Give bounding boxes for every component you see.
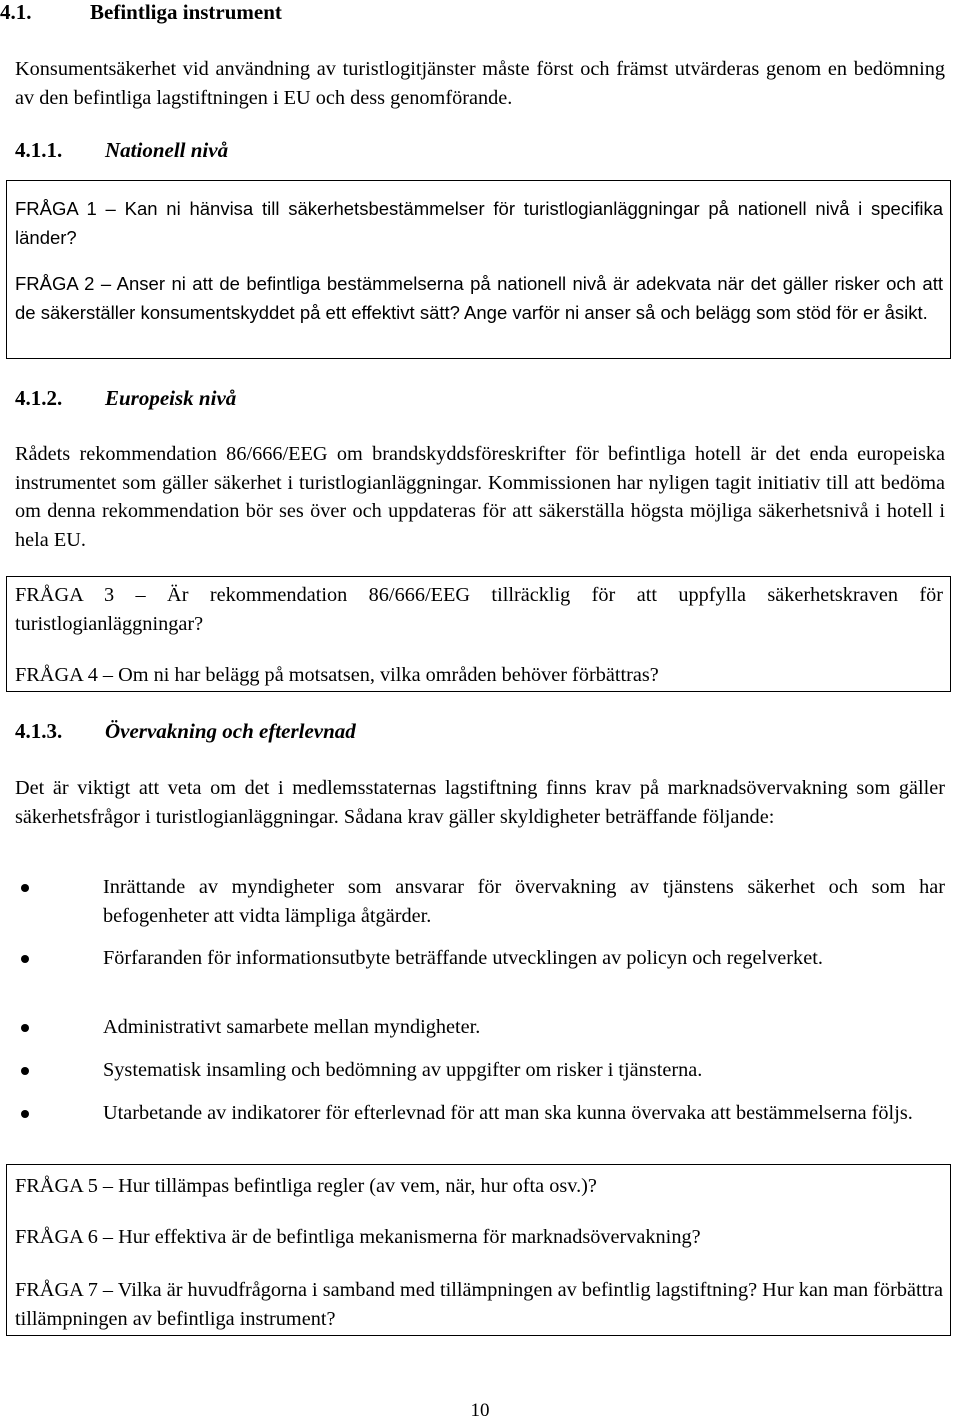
list-item-text: Administrativt samarbete mellan myndigheter. xyxy=(103,1016,481,1038)
monitoring-paragraph: Det är viktigt att veta om det i medlemsstaternas lagstiftning finns krav på marknadsövervakning som gäller säkerhetsfrågor i turistlogianläggningar. Sådana krav gäller skyldigheter beträffande följande: xyxy=(15,777,945,828)
question-2 xyxy=(15,270,943,327)
section-number: 4.1. xyxy=(0,0,32,24)
bullet-icon xyxy=(21,955,29,963)
list-item-text: Systematisk insamling och bedömning av uppgifter om risker i tjänsterna. xyxy=(103,1059,703,1081)
bullet-icon xyxy=(21,1110,29,1118)
intro-paragraph: Konsumentsäkerhet vid användning av turistlogitjänster måste först och främst utvärderas genom en bedömning av den befintliga lagstiftningen i EU och dess genomförande. xyxy=(15,58,945,109)
question-3: FRÅGA 3 – Är rekommendation 86/666/EEG tillräcklig för att uppfylla säkerhetskraven för turistlogianläggningar? xyxy=(15,584,943,635)
bullet-icon xyxy=(21,1067,29,1075)
list-item-text: Inrättande av myndigheter som ansvarar för övervakning av tjänstens säkerhet och som har befogenheter att vidta lämpliga åtgärder. xyxy=(103,876,945,927)
europe-paragraph: Rådets rekommendation 86/666/EEG om brandskyddsföreskrifter för befintliga hotell är det enda europeiska instrumentet som gäller säkerhet i turistlogianläggningar. Kommissionen har nyligen tagit initiativ till att bedöma om denna rekommendation bör ses över och uppdateras för att säkerställa högsta möjliga säkerhetsnivå i hotell i hela EU. xyxy=(15,443,945,551)
section-title: Nationell nivå xyxy=(105,138,229,162)
section-heading-4-1-3 xyxy=(15,717,356,745)
section-number: 4.1.2. xyxy=(15,386,63,410)
question-6: FRÅGA 6 – Hur effektiva är de befintliga mekanismerna för marknadsövervakning? xyxy=(15,1226,701,1248)
section-title: Befintliga instrument xyxy=(90,0,282,24)
question-1: FRÅGA 1 – Kan ni hänvisa till säkerhetsbestämmelser för turistlogianläggningar på nationell nivå i specifika länder? xyxy=(15,198,943,248)
section-title: Europeisk nivå xyxy=(105,386,237,410)
list-item-text: Utarbetande av indikatorer för efterlevnad för att man ska kunna övervaka att bestämmelserna följs. xyxy=(103,1102,913,1124)
question-5: FRÅGA 5 – Hur tillämpas befintliga regler (av vem, när, hur ofta osv.)? xyxy=(15,1175,597,1197)
section-heading-4-1-2 xyxy=(15,384,236,412)
section-heading-4-1 xyxy=(0,0,282,26)
bullet-icon xyxy=(21,1024,29,1032)
list-item-text: Förfaranden för informationsutbyte beträffande utvecklingen av policyn och regelverket. xyxy=(103,947,823,969)
question-4: FRÅGA 4 – Om ni har belägg på motsatsen, vilka områden behöver förbättras? xyxy=(15,664,659,686)
question-7: FRÅGA 7 – Vilka är huvudfrågorna i samband med tillämpningen av befintlig lagstiftning? Hur kan man förbättra tillämpningen av befintliga instrument? xyxy=(15,1279,943,1330)
section-heading-4-1-1 xyxy=(15,136,228,164)
question-2-text: FRÅGA 2 – Anser ni att de befintliga bestämmelserna på nationell nivå är adekvata när det gäller risker och att de säkerställer konsumentskyddet på ett effektivt sätt? xyxy=(15,273,943,323)
section-number: 4.1.3. xyxy=(15,719,63,743)
question-2-followup: Ange varför ni anser så och belägg som stöd för er åsikt. xyxy=(459,301,928,323)
section-title: Övervakning och efterlevnad xyxy=(105,719,356,743)
section-number: 4.1.1. xyxy=(15,138,63,162)
page-number: 10 xyxy=(470,1400,490,1421)
bullet-icon xyxy=(21,884,29,892)
